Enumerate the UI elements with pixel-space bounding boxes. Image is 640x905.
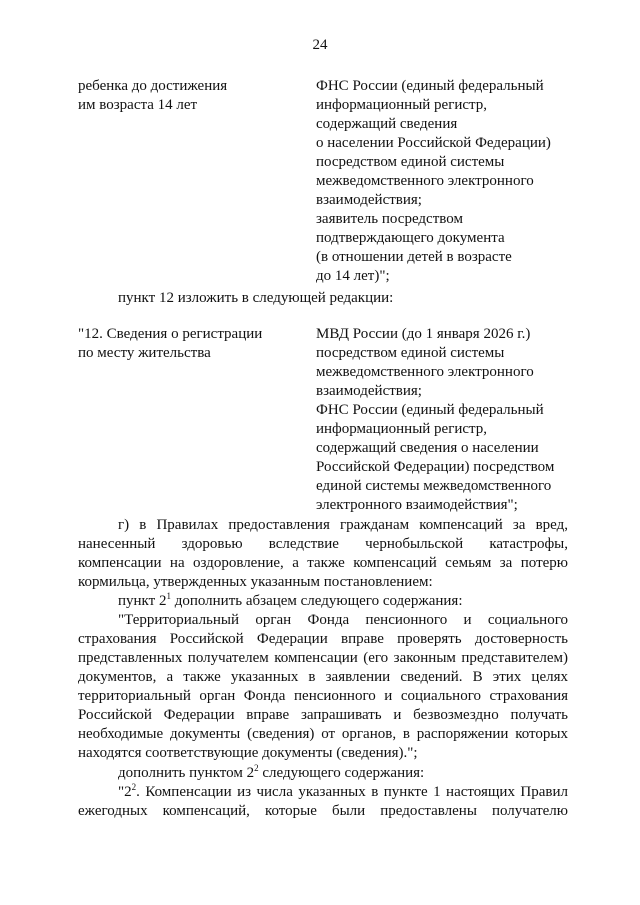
table2-right-line: взаимодействия; <box>316 383 422 399</box>
table1-right-line: взаимодействия; <box>316 192 422 208</box>
paragraph-territorial-organ <box>78 611 568 763</box>
text-fragment: "2 <box>118 784 132 800</box>
table2-right-line: МВД России (до 1 января 2026 г.) <box>316 326 531 342</box>
paragraph-line: нанесенный здоровью вследствие чернобыльской катастрофы, <box>78 536 568 552</box>
table2-left-line: по месту жительства <box>78 345 211 361</box>
superscript: 1 <box>166 591 171 601</box>
paragraph-line <box>78 783 568 802</box>
paragraph-punkt-2-1 <box>118 592 608 611</box>
table1-right-line: межведомственного электронного <box>316 173 534 189</box>
paragraph-line: страхования Российской Федерации вправе проверять достоверность <box>78 631 568 647</box>
paragraph-line <box>118 764 608 783</box>
paragraph-line: представленных получателем компенсации (его законным представителем) <box>78 650 568 666</box>
table1-left-line: ребенка до достижения <box>78 78 228 94</box>
paragraph-g <box>78 516 568 592</box>
table1-right-line: посредством единой системы <box>316 154 505 170</box>
table1-right-cell <box>316 77 576 286</box>
table1-right-line: подтверждающего документа <box>316 230 505 246</box>
table1-right-line: (в отношении детей в возрасте <box>316 249 512 265</box>
table2-right-line: содержащий сведения о населении <box>316 440 539 456</box>
text-fragment: дополнить абзацем следующего содержания: <box>170 593 463 609</box>
table2-right-line: межведомственного электронного <box>316 364 534 380</box>
superscript: 2 <box>254 763 259 773</box>
table1-right-line: заявитель посредством <box>316 211 463 227</box>
table2-right-line: ФНС России (единый федеральный <box>316 402 544 418</box>
table2-left-line: "12. Сведения о регистрации <box>78 326 263 342</box>
table2-right-line: посредством единой системы <box>316 345 505 361</box>
paragraph-line: необходимые документы (сведения) от органов, в распоряжении которых <box>78 726 568 742</box>
superscript: 2 <box>131 782 137 792</box>
table2-left-cell <box>78 325 298 363</box>
paragraph-line: ежегодных компенсаций, которые были предоставлены получателю <box>78 803 568 819</box>
table2-right-line: информационный регистр, <box>316 421 488 437</box>
paragraph-punkt-12 <box>118 289 608 308</box>
text-fragment: дополнить пунктом 2 <box>118 765 255 781</box>
paragraph-line: пункт 12 изложить в следующей редакции: <box>118 290 394 306</box>
table2-right-line: электронного взаимодействия"; <box>316 497 518 513</box>
table1-left-cell <box>78 77 298 115</box>
paragraph-compensations <box>78 783 568 821</box>
paragraph-line: компенсации на оздоровление, а также компенсаций семьям за потерю <box>78 555 568 571</box>
paragraph-line: находятся соответствующие документы (сведения)."; <box>78 745 418 761</box>
table1-right-line: до 14 лет)"; <box>316 268 390 284</box>
paragraph-line: кормильца, утвержденных указанным постановлением: <box>78 574 433 590</box>
text-fragment: следующего содержания: <box>258 765 425 781</box>
table1-right-line: о населении Российской Федерации) <box>316 135 551 151</box>
text-fragment: . Компенсации из числа указанных в пункте 1 настоящих Правил <box>136 784 568 800</box>
table1-right-line: ФНС России (единый федеральный <box>316 78 544 94</box>
table2-right-line: единой системы межведомственного <box>316 478 552 494</box>
page-number: 24 <box>312 37 328 53</box>
table1-left-line: им возраста 14 лет <box>78 97 198 113</box>
table2-right-line: Российской Федерации) посредством <box>316 459 555 475</box>
paragraph-line: "Территориальный орган Фонда пенсионного и социального <box>118 612 568 628</box>
table1-right-line: информационный регистр, <box>316 97 488 113</box>
paragraph-line <box>118 592 608 611</box>
table2-right-cell <box>316 325 576 515</box>
table1-right-line: содержащий сведения <box>316 116 458 132</box>
paragraph-line: территориальный орган Фонда пенсионного и социального страхования <box>78 688 568 704</box>
paragraph-line: Российской Федерации вправе запрашивать и безвозмездно получать <box>78 707 568 723</box>
paragraph-line: г) в Правилах предоставления гражданам компенсаций за вред, <box>118 517 568 533</box>
text-fragment: пункт 2 <box>118 593 167 609</box>
paragraph-line: документов, а также указанных в заявлении сведений. В этих целях <box>78 669 568 685</box>
paragraph-punkt-2-2 <box>118 764 608 783</box>
